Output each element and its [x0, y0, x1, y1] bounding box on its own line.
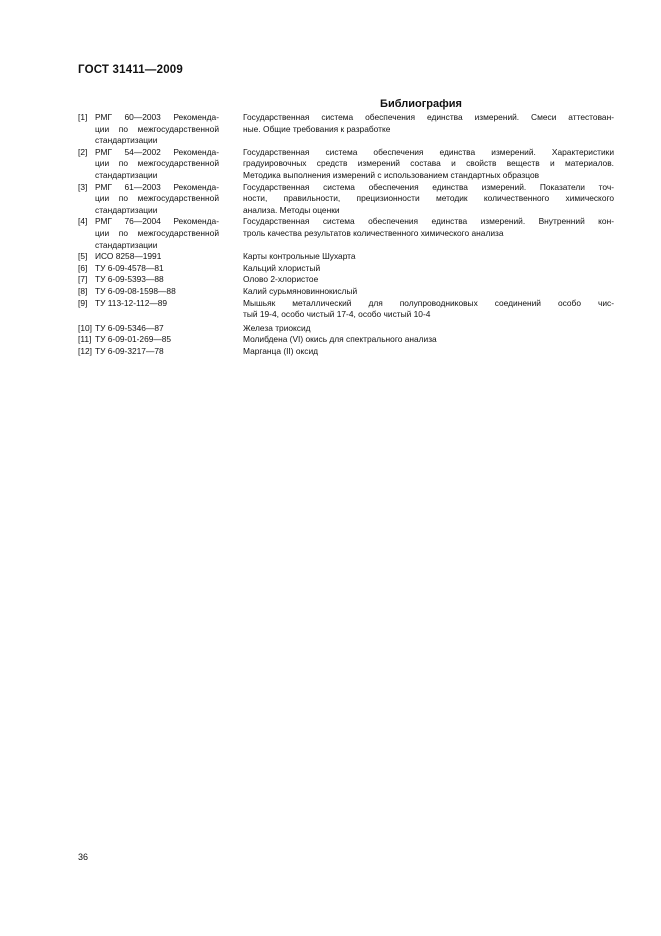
entry-reference [95, 147, 225, 182]
entry-number: [7] [78, 274, 88, 285]
entry-reference-line: РМГ 60—2003 Рекоменда- [95, 112, 219, 122]
bibliography-entry [78, 216, 614, 251]
entry-description-line: Государственная система обеспечения единства измерений. Характеристики [243, 146, 614, 157]
entry-description-line: Кальций хлористый [243, 262, 321, 273]
entry-number: [5] [78, 251, 88, 262]
entry-description-line: Карты контрольные Шухарта [243, 251, 356, 262]
entry-number: [4] [78, 216, 88, 227]
entry-reference [95, 323, 225, 335]
bibliography-entry [78, 334, 614, 346]
entry-description-line: Государственная система обеспечения единства измерений. Внутренний кон- [243, 216, 614, 227]
bibliography-entry [78, 251, 614, 263]
entry-number: [9] [78, 297, 88, 308]
entry-description [225, 147, 614, 182]
entry-description [225, 334, 614, 346]
entry-reference-line: стандартизации [95, 169, 158, 180]
entry-description [225, 346, 614, 358]
entry-reference-line: стандартизации [95, 135, 158, 146]
entry-reference-line: ции по межгосударственной [95, 193, 219, 204]
bibliography-entry [78, 274, 614, 286]
entry-reference-line: ТУ 6-09-3217—78 [95, 345, 164, 356]
entry-reference-line: ТУ 6-09-08-1598—88 [95, 285, 176, 296]
page-number: 36 [78, 852, 89, 862]
entry-reference-line: ции по межгосударственной [95, 158, 219, 169]
entry-description-line: Олово 2-хлористое [243, 274, 319, 285]
entry-reference-line: РМГ 76—2004 Рекоменда- [95, 216, 219, 227]
entry-reference-line: ции по межгосударственной [95, 123, 219, 134]
entry-description [225, 216, 614, 251]
bibliography-entry [78, 147, 614, 182]
entry-reference [95, 286, 225, 298]
entry-description-line: Мышьяк металлический для полупроводниковых соединений особо чис- [243, 297, 614, 308]
bibliography-title: Библиография [380, 98, 462, 110]
entry-description [225, 251, 614, 263]
entry-description [225, 298, 614, 321]
entry-reference [95, 112, 225, 147]
entry-description [225, 323, 614, 335]
entry-description-line: Железа триоксид [243, 322, 311, 333]
entry-description-line: Молибдена (VI) окись для спектрального анализа [243, 334, 437, 345]
entry-reference-line: стандартизации [95, 204, 158, 215]
entry-description-line: анализа. Методы оценки [243, 204, 340, 215]
entry-number: [1] [78, 112, 88, 122]
entry-reference-line: ции по межгосударственной [95, 227, 219, 238]
entry-description [225, 112, 614, 147]
entry-number: [11] [78, 334, 92, 345]
entry-number: [2] [78, 146, 88, 157]
entry-number: [3] [78, 181, 88, 192]
entry-description-line: Калий сурьмяновиннокислый [243, 285, 358, 296]
document-id-header: ГОСТ 31411—2009 [78, 64, 183, 76]
entry-description-line: Методика выполнения измерений с использованием стандартных образцов [243, 169, 540, 180]
entry-reference [95, 251, 225, 263]
entry-description [225, 263, 614, 275]
entry-reference-line: ТУ 6-09-5393—88 [95, 274, 164, 285]
bibliography-entry [78, 298, 614, 321]
bibliography-entry [78, 323, 614, 335]
bibliography-entry [78, 182, 614, 217]
entry-reference [95, 263, 225, 275]
entry-reference [95, 346, 225, 358]
entry-reference [95, 334, 225, 346]
entry-reference-line: ТУ 6-09-01-269—85 [95, 334, 172, 345]
entry-description-line: градуировочных средств измерений состава и свойств веществ и материалов. [243, 158, 614, 169]
entry-number: [6] [78, 262, 88, 273]
entry-reference [95, 182, 225, 217]
entry-number: [10] [78, 322, 92, 333]
bibliography-entry [78, 263, 614, 275]
entry-description-line: тый 19-4, особо чистый 17-4, особо чистый 10-4 [243, 309, 431, 320]
entry-reference-line: стандартизации [95, 239, 158, 250]
entry-description [225, 274, 614, 286]
entry-description [225, 286, 614, 298]
entry-description-line: Государственная система обеспечения единства измерений. Смеси аттестован- [243, 112, 614, 122]
entry-reference [95, 274, 225, 286]
bibliography-entry [78, 346, 614, 358]
bibliography-entry [78, 286, 614, 298]
entry-reference-line: ТУ 113-12-112—89 [95, 297, 168, 308]
entry-description [225, 182, 614, 217]
entry-description-line: троль качества результатов количественного химического анализа [243, 227, 504, 238]
entry-reference [95, 216, 225, 251]
entry-reference-line: РМГ 54—2002 Рекоменда- [95, 146, 219, 157]
entry-reference-line: ТУ 6-09-5346—87 [95, 322, 164, 333]
bibliography-list [78, 112, 614, 357]
entry-description-line: ные. Общие требования к разработке [243, 123, 391, 134]
bibliography-entry [78, 112, 614, 147]
entry-description-line: Марганца (II) оксид [243, 345, 319, 356]
entry-description-line: ности, правильности, прецизионности методик количественного химического [243, 193, 614, 204]
entry-number: [12] [78, 345, 92, 356]
entry-reference-line: ИСО 8258—1991 [95, 251, 162, 262]
entry-description-line: Государственная система обеспечения единства измерений. Показатели точ- [243, 181, 614, 192]
entry-reference [95, 298, 225, 321]
entry-number: [8] [78, 285, 88, 296]
entry-reference-line: ТУ 6-09-4578—81 [95, 262, 164, 273]
entry-reference-line: РМГ 61—2003 Рекоменда- [95, 181, 219, 192]
